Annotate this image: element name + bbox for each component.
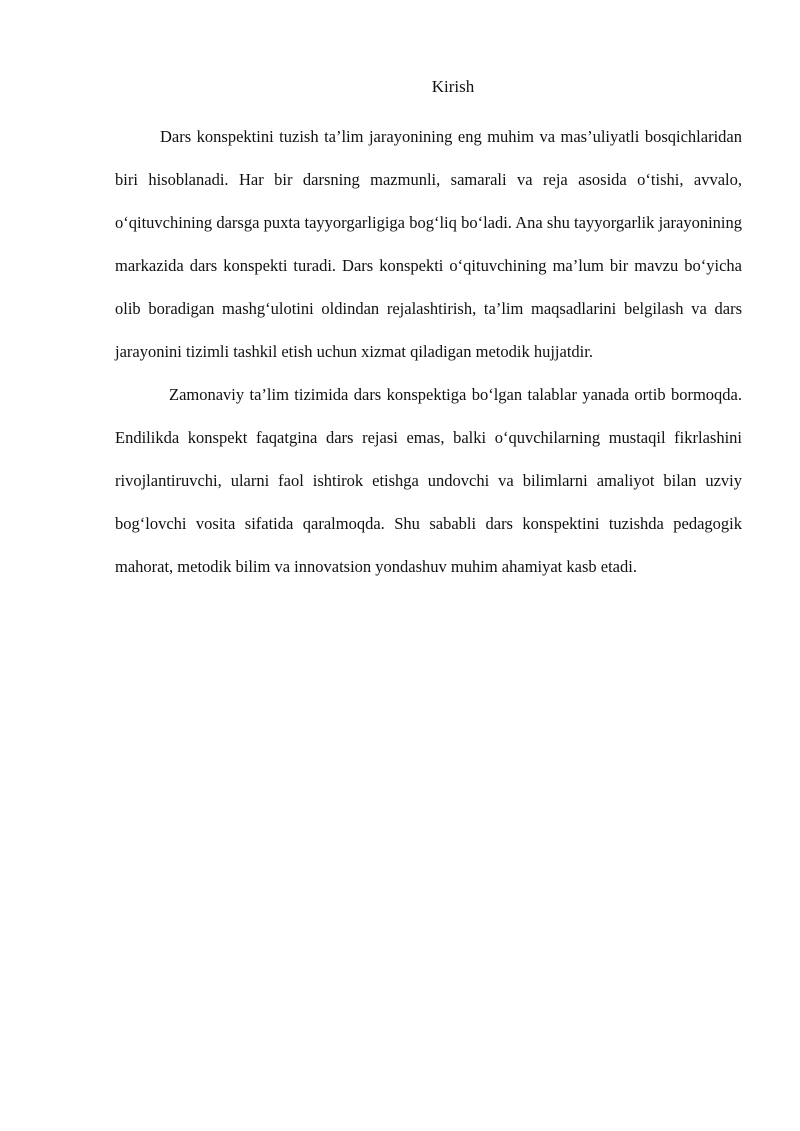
section-heading: Kirish: [431, 77, 475, 96]
paragraph-introduction: Dars konspektini tuzish ta’lim jarayonining eng muhim va mas’uliyatli bosqichlaridan biri hisoblanadi. Har bir darsning mazmunli, samarali va reja asosida o‘tishi, avvalo, o‘qituvchining darsga puxta tayyorgarligiga bog‘liq bo‘ladi. Ana shu tayyorgarlik jarayonining markazida dars konspekti turadi. Dars konspekti o‘qituvchining ma’lum bir mavzu bo‘yicha olib boradigan mashg‘ulotini oldindan rejalashtirish, ta’lim maqsadlarini belgilash va dars jarayonini tizimli tashkil etish uchun xizmat qiladigan metodik hujjatdir.: [115, 127, 742, 361]
paragraph-modern-requirements: Zamonaviy ta’lim tizimida dars konspektiga bo‘lgan talablar yanada ortib bormoqda. Endilikda konspekt faqatgina dars rejasi emas, balki o‘quvchilarning mustaqil fikrlashini rivojlantiruvchi, ularni faol ishtirok etishga undovchi va bilimlarni amaliyot bilan uzviy bog‘lovchi vosita sifatida qaralmoqda. Shu sababli dars konspektini tuzishda pedagogik mahorat, metodik bilim va innovatsion yondashuv muhim ahamiyat kasb etadi.: [115, 385, 742, 576]
document-body: [115, 115, 742, 588]
